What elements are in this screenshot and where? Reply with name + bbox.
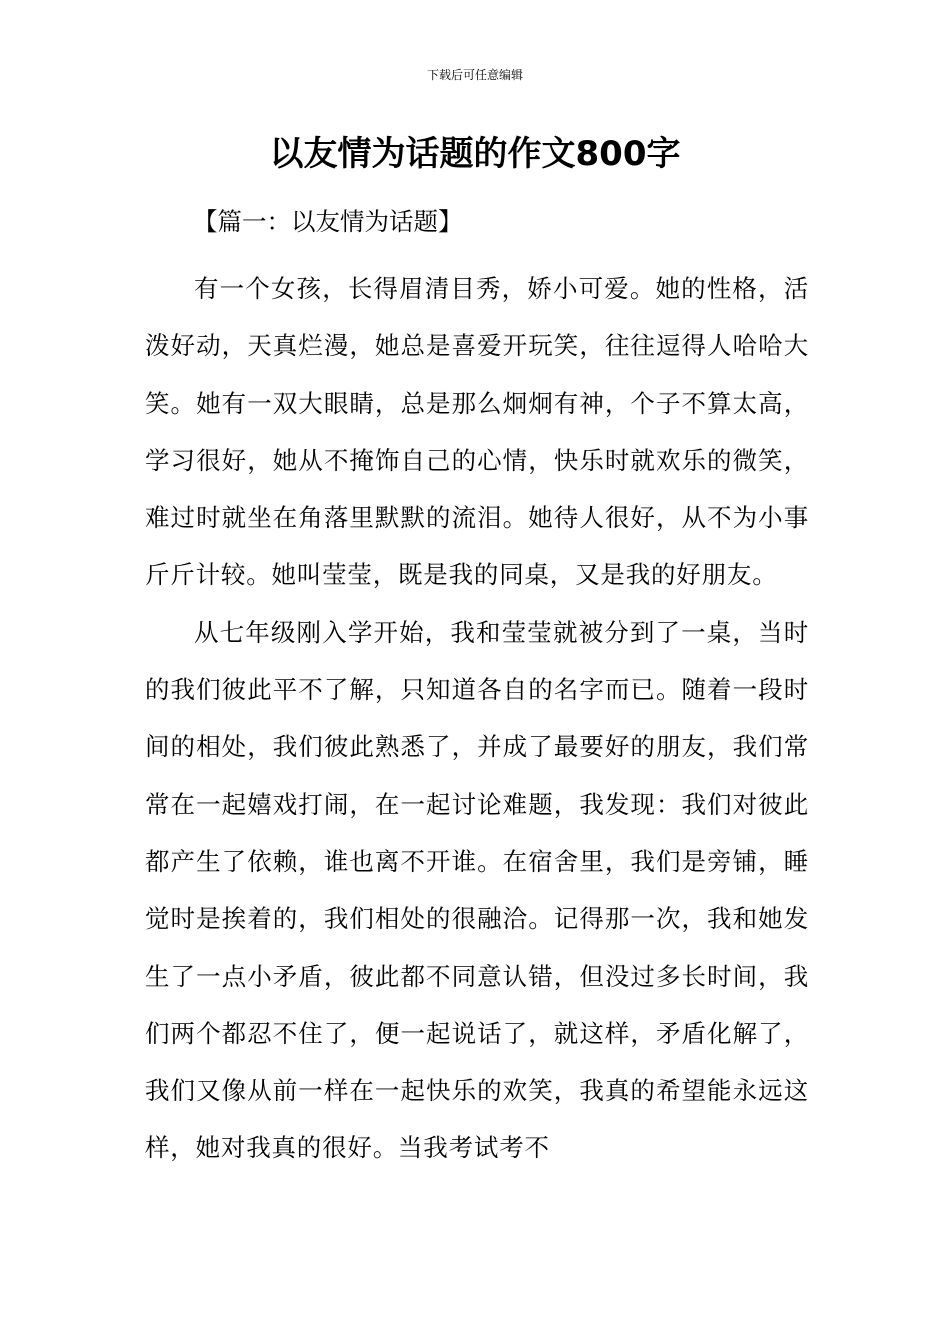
paragraph: 从七年级刚入学开始，我和莹莹就被分到了一桌，当时的我们彼此平不了解，只知道各自的名字而已。随着一段时间的相处，我们彼此熟悉了，并成了最要好的朋友，我们常常在一起嬉戏打闹，在一起讨论难题，我发现：我们对彼此都产生了依赖，谁也离不开谁。在宿舍里，我们是旁铺，睡觉时是挨着的，我们相处的很融洽。记得那一次，我和她发生了一点小矛盾，彼此都不同意认错，但没过多长时间，我们两个都忍不住了，便一起说话了，就这样，矛盾化解了，我们又像从前一样在一起快乐的欢笑，我真的希望能永远这样，她对我真的很好。当我考试考不 — [145, 617, 809, 1163]
section-heading: 【篇一：以友情为话题】 — [193, 207, 463, 236]
paragraph: 有一个女孩，长得眉清目秀，娇小可爱。她的性格，活泼好动，天真烂漫，她总是喜爱开玩笑，往往逗得人哈哈大笑。她有一双大眼睛，总是那么炯炯有神，个子不算太高，学习很好，她从不掩饰自己的心情，快乐时就欢乐的微笑，难过时就坐在角落里默默的流泪。她待人很好，从不为小事斤斤计较。她叫莹莹，既是我的同桌，又是我的好朋友。 — [145, 274, 809, 590]
document-title: 以友情为话题的作文800字 — [269, 134, 681, 174]
header-note: 下载后可任意编辑 — [426, 68, 523, 82]
body-text — [145, 260, 809, 1177]
